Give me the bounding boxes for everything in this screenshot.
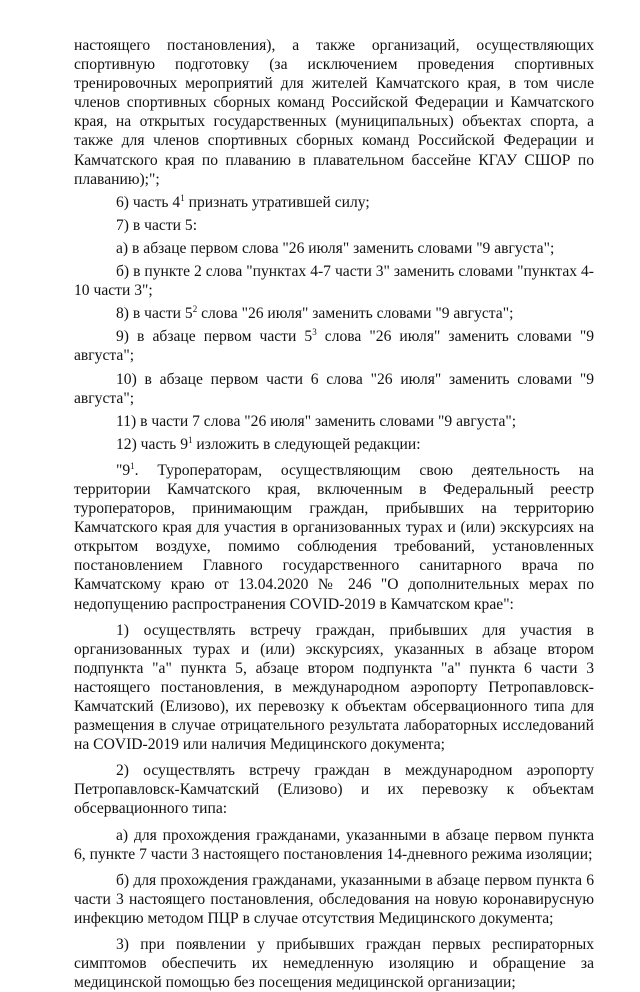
- paragraph-item-6: 6) часть $4^1$ признать утратившей силу;: [116, 192, 370, 211]
- paragraph-item-7b: б) в пункте 2 слова "пунктах 4-7 части 3" заменить словами "пунктах 4-10 части 3";: [74, 263, 594, 300]
- paragraph-subitem-2a: а) для прохождения гражданами, указанными в абзаце первом пункта 6, пункте 7 части 3 настоящего постановления 14-дневного режима изоляции;: [74, 826, 594, 863]
- paragraph-item-8: 8) в части $5^2$ слова "26 июля" заменить словами "9 августа";: [116, 304, 514, 323]
- paragraph-intro-continuation: настоящего постановления), а также организаций, осуществляющих спортивную подготовку (за исключением проведения спортивных тренировочных мероприятий для жителей Камчатского края, в том числе членов спортивных сборных команд Российской Федерации и Камчатского края, на открытых государственных (муниципальных) объектах спорта, а также для членов спортивных сборных команд Российской Федерации и Камчатского края по плаванию в плавательном бассейне КГАУ СШОР по плаванию);";: [74, 37, 594, 188]
- paragraph-item-10: 10) в абзаце первом части 6 слова "26 июля" заменить словами "9 августа";: [74, 370, 594, 407]
- paragraph-item-12: 12) часть $9^1$ изложить в следующей редакции:: [116, 434, 421, 453]
- paragraph-subitem-1: 1) осуществлять встречу граждан, прибывших для участия в организованных турах и (или) экскурсиях, указанных в абзаце втором подпункта "а" пункта 5, абзаце втором подпункта "а" пункта 6 части 3 настоящего постановления, в международном аэропорту Петропавловск-Камчатский (Елизово), их перевозку к объектам обсервационного типа для размещения в случае отрицательного результата лабораторных исследований на COVID-2019 или наличия Медицинского документа;: [74, 621, 594, 754]
- paragraph-item-9: 9) в абзаце первом части $5^3$ слова "26 июля" заменить словами "9 августа";: [74, 327, 594, 365]
- paragraph-item-11: 11) в части 7 слова "26 июля" заменить словами "9 августа";: [116, 412, 517, 430]
- document-page: [74, 36, 594, 992]
- paragraph-subitem-3: 3) при появлении у прибывших граждан первых респираторных симптомов обеспечить их немедленную изоляцию и обращение за медицинской помощью без посещения медицинской организации;: [74, 936, 594, 992]
- paragraph-item-7a: а) в абзаце первом слова "26 июля" заменить словами "9 августа";: [116, 239, 555, 257]
- paragraph-subitem-2: 2) осуществлять встречу граждан в международном аэропорту Петропавловск-Камчатский (Елизово) и их перевозку к объектам обсервационного типа:: [74, 762, 594, 818]
- paragraph-subitem-2b: б) для прохождения гражданами, указанными в абзаце первом пункта 6 части 3 настоящего постановления, обследования на новую коронавирусную инфекцию методом ПЦР в случае отсутствия Медицинского документа;: [74, 871, 594, 927]
- paragraph-new-part-9-1: "$9^1$. Туроператорам, осуществляющим свою деятельность на территории Камчатского края, включенным в Федеральный реестр туроператоров, принимающим граждан, прибывших на территорию Камчатского края для участия в организованных турах и (или) экскурсиях на открытом воздухе, помимо соблюдения требований, установленных постановлением Главного государственного санитарного врача по Камчатскому краю от 13.04.2020 № 246 "О дополнительных мерах по недопущению распространения COVID-2019 в Камчатском крае":: [74, 460, 594, 613]
- paragraph-item-7: 7) в части 5:: [116, 216, 198, 234]
